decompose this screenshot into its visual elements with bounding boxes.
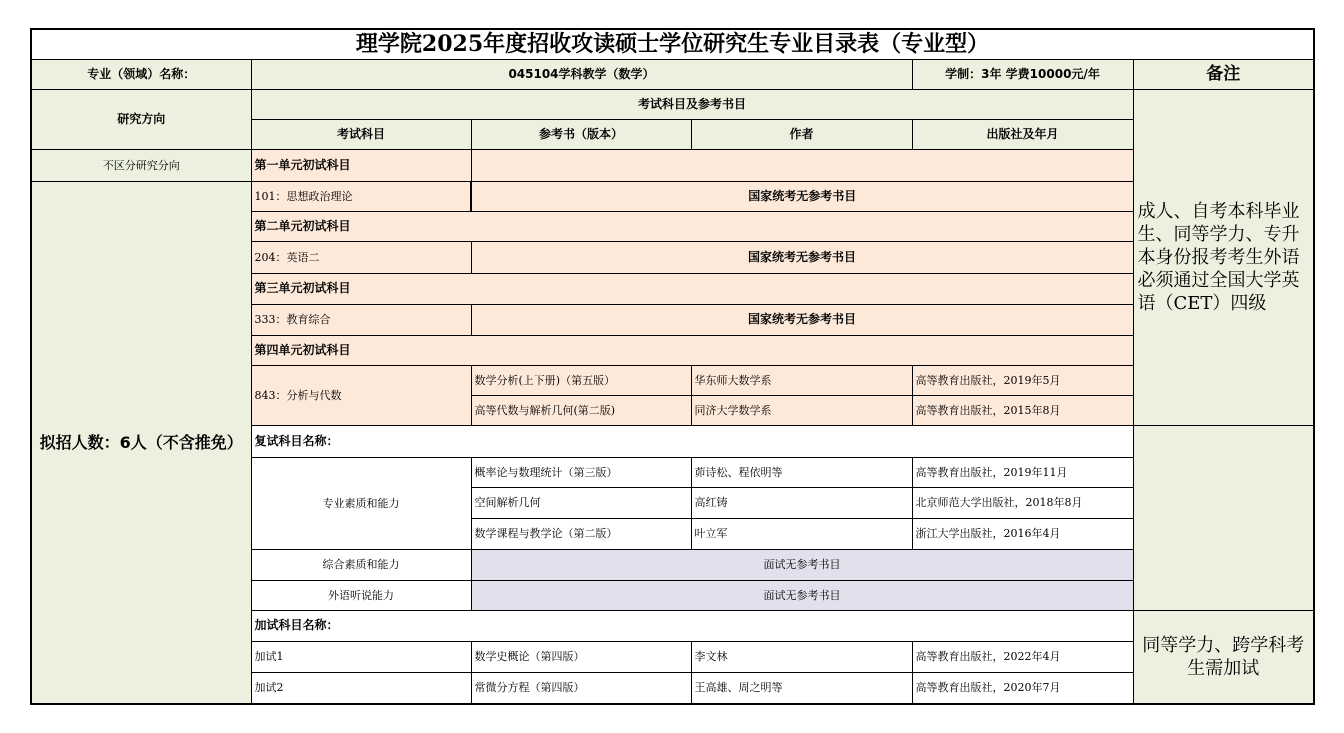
unit-2-subject: 204：英语二 <box>251 241 471 273</box>
retest-author-3: 叶立军 <box>691 518 912 549</box>
remark-preliminary: 成人、自考本科毕业生、同等学力、专升本身份报考考生外语必须通过全国大学英语（CET）四级 <box>1133 89 1314 425</box>
unit-1-note: 国家统考无参考书目 <box>471 181 1133 211</box>
retest-book-2: 空间解析几何 <box>471 487 691 518</box>
additional-1-subject: 加试1 <box>251 641 471 672</box>
page-title: 理学院2025年度招收攻读硕士学位研究生专业目录表（专业型） <box>31 29 1314 59</box>
unit-1-heading: 第一单元初试科目 <box>251 149 471 181</box>
unit-3-heading: 第三单元初试科目 <box>251 273 1133 304</box>
unit-3-subject: 333：教育综合 <box>251 304 471 335</box>
retest-heading: 复试科目名称： <box>251 425 1133 457</box>
header-book: 参考书（版本） <box>471 119 691 149</box>
retest-book-3: 数学课程与教学论（第二版） <box>471 518 691 549</box>
program-label: 专业（领域）名称： <box>31 59 251 89</box>
enrollment-quota: 拟招人数：6人（不含推免） <box>31 181 251 704</box>
header-research-direction: 研究方向 <box>31 89 251 149</box>
header-subject: 考试科目 <box>251 119 471 149</box>
unit-4-author-2: 同济大学数学系 <box>691 395 912 425</box>
retest-comprehensive-subject: 综合素质和能力 <box>251 549 471 580</box>
additional-1-publisher: 高等教育出版社，2022年4月 <box>912 641 1133 672</box>
unit-4-book-1: 数学分析(上下册)（第五版） <box>471 365 691 395</box>
header-publisher: 出版社及年月 <box>912 119 1133 149</box>
additional-2-publisher: 高等教育出版社，2020年7月 <box>912 672 1133 704</box>
retest-language-subject: 外语听说能力 <box>251 580 471 610</box>
additional-1-author: 李文林 <box>691 641 912 672</box>
program-name: 045104学科教学（数学） <box>251 59 912 89</box>
retest-publisher-2: 北京师范大学出版社，2018年8月 <box>912 487 1133 518</box>
unit-4-heading: 第四单元初试科目 <box>251 335 1133 365</box>
additional-2-book: 常微分方程（第四版） <box>471 672 691 704</box>
unit-1-subject: 101：思想政治理论 <box>251 181 471 211</box>
retest-publisher-1: 高等教育出版社，2019年11月 <box>912 457 1133 487</box>
additional-2-author: 王高雄、周之明等 <box>691 672 912 704</box>
catalog-table <box>30 28 1315 705</box>
retest-comprehensive-note: 面试无参考书目 <box>471 549 1133 580</box>
additional-2-subject: 加试2 <box>251 672 471 704</box>
retest-author-2: 高红铸 <box>691 487 912 518</box>
retest-book-1: 概率论与数理统计（第三版） <box>471 457 691 487</box>
additional-heading: 加试科目名称： <box>251 610 1133 641</box>
retest-professional-subject: 专业素质和能力 <box>251 457 471 549</box>
unit-4-subject: 843：分析与代数 <box>251 365 471 425</box>
unit-2-heading: 第二单元初试科目 <box>251 211 1133 241</box>
retest-author-1: 茆诗松、程依明等 <box>691 457 912 487</box>
unit-4-book-2: 高等代数与解析几何(第二版) <box>471 395 691 425</box>
header-exam-and-books: 考试科目及参考书目 <box>251 89 1133 119</box>
unit-4-publisher-2: 高等教育出版社，2015年8月 <box>912 395 1133 425</box>
additional-1-book: 数学史概论（第四版） <box>471 641 691 672</box>
remarks-header: 备注 <box>1133 59 1314 89</box>
retest-language-note: 面试无参考书目 <box>471 580 1133 610</box>
unit-3-note: 国家统考无参考书目 <box>471 304 1133 335</box>
duration-fee: 学制：3年 学费10000元/年 <box>912 59 1133 89</box>
header-author: 作者 <box>691 119 912 149</box>
unit-4-author-1: 华东师大数学系 <box>691 365 912 395</box>
remark-additional: 同等学力、跨学科考生需加试 <box>1133 610 1314 704</box>
unit-4-publisher-1: 高等教育出版社，2019年5月 <box>912 365 1133 395</box>
unit-1-heading-blank <box>471 149 1133 181</box>
retest-publisher-3: 浙江大学出版社，2016年4月 <box>912 518 1133 549</box>
unit-2-note: 国家统考无参考书目 <box>471 241 1133 273</box>
research-direction: 不区分研究分向 <box>31 149 251 181</box>
remark-retest-blank <box>1133 425 1314 610</box>
